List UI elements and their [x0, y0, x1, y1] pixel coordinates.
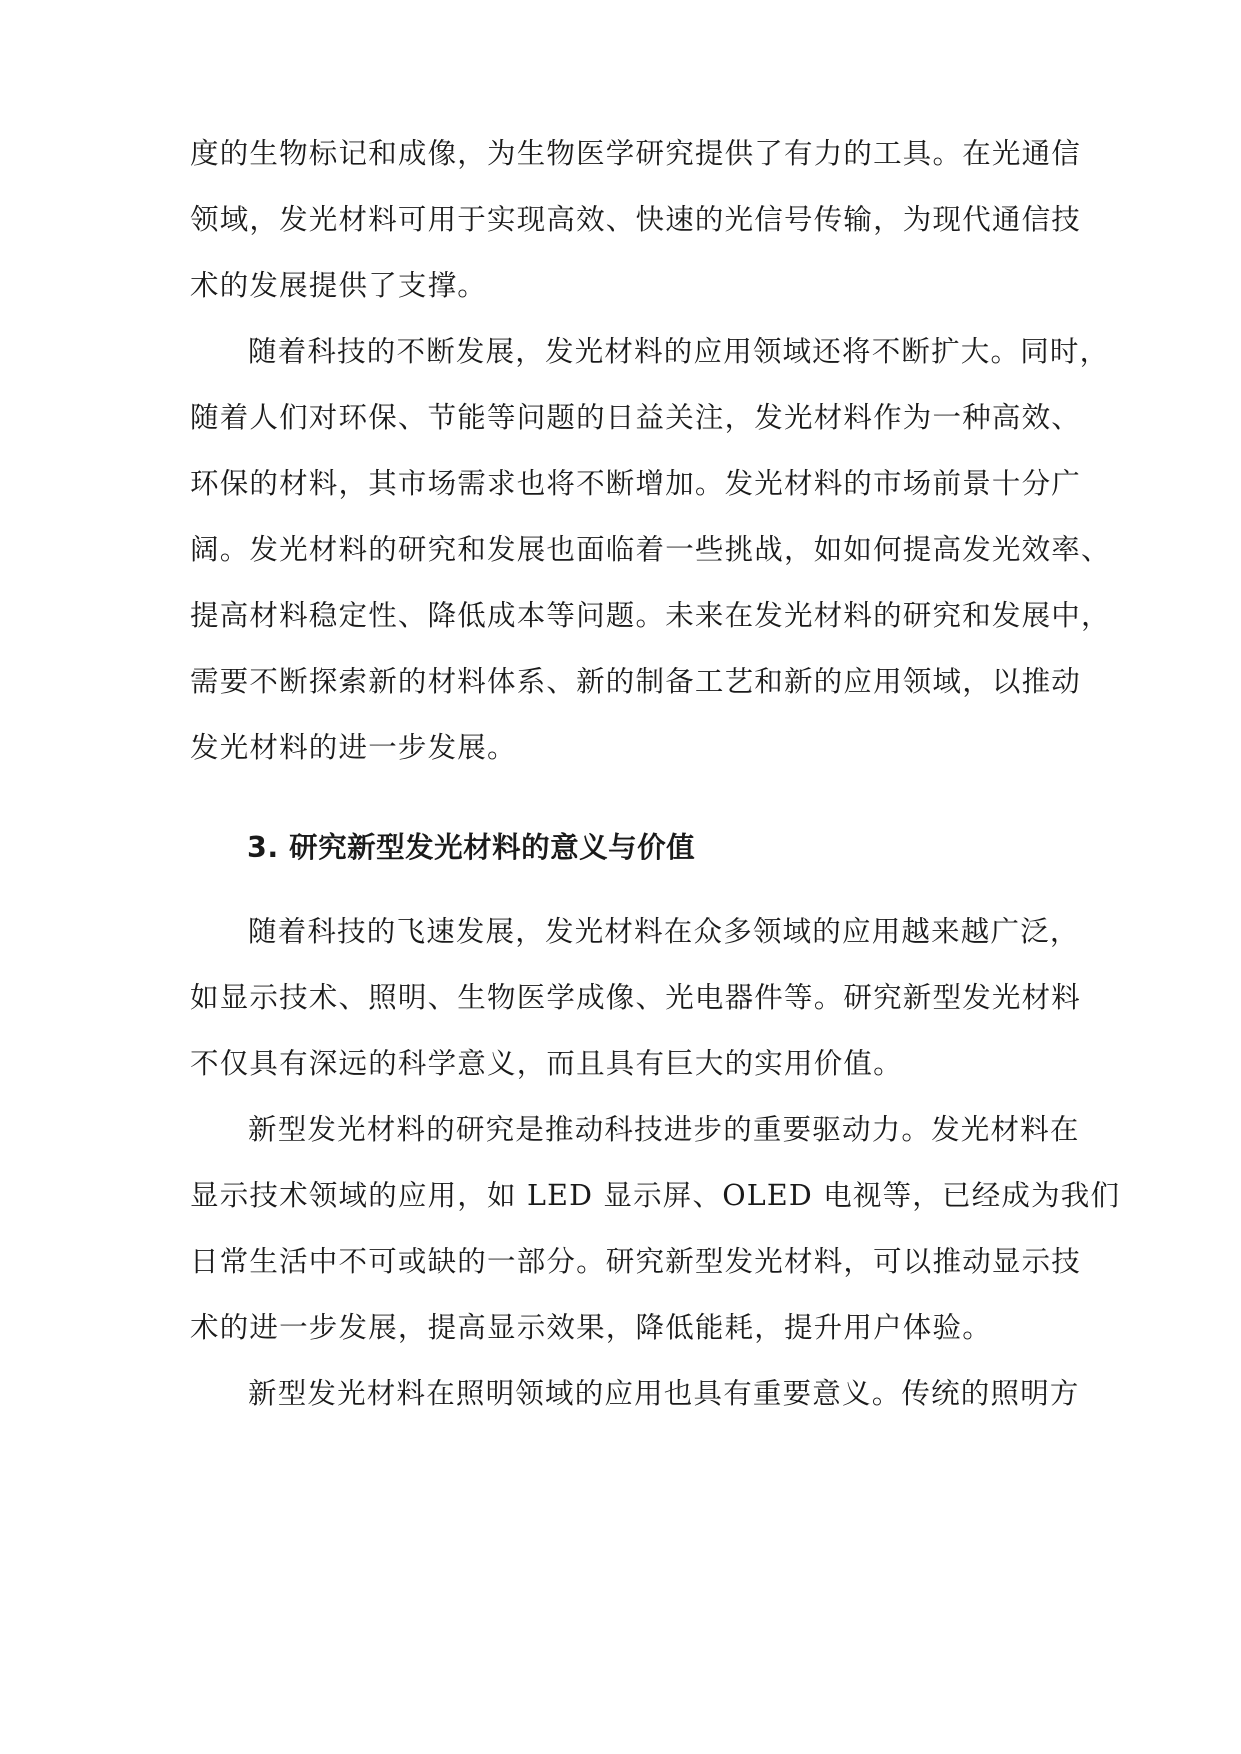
- paragraph-line: 日常生活中不可或缺的一部分。研究新型发光材料，可以推动显示技: [190, 1245, 1082, 1278]
- paragraph-line: 术的发展提供了支撑。: [190, 269, 488, 302]
- section-heading: 3. 研究新型发光材料的意义与价值: [247, 831, 696, 864]
- paragraph-line: 不仅具有深远的科学意义，而且具有巨大的实用价值。: [190, 1047, 903, 1080]
- paragraph-line: 领域，发光材料可用于实现高效、快速的光信号传输，为现代通信技: [190, 203, 1082, 236]
- paragraph-line: 需要不断探索新的材料体系、新的制备工艺和新的应用领域，以推动: [190, 665, 1082, 698]
- paragraph-line: 随着科技的飞速发展，发光材料在众多领域的应用越来越广泛，: [248, 915, 1080, 948]
- paragraph-line: 显示技术领域的应用，如 LED 显示屏、OLED 电视等，已经成为我们: [190, 1179, 1121, 1212]
- paragraph-line: 随着人们对环保、节能等问题的日益关注，发光材料作为一种高效、: [190, 401, 1082, 434]
- paragraph-line: 发光材料的进一步发展。: [190, 731, 517, 764]
- paragraph-line: 阔。发光材料的研究和发展也面临着一些挑战，如如何提高发光效率、: [190, 533, 1111, 566]
- paragraph-line: 环保的材料，其市场需求也将不断增加。发光材料的市场前景十分广: [190, 467, 1082, 500]
- paragraph-line: 度的生物标记和成像，为生物医学研究提供了有力的工具。在光通信: [190, 137, 1082, 170]
- paragraph-line: 术的进一步发展，提高显示效果，降低能耗，提升用户体验。: [190, 1311, 992, 1344]
- paragraph-line: 新型发光材料在照明领域的应用也具有重要意义。传统的照明方: [248, 1377, 1080, 1410]
- paragraph-line: 如显示技术、照明、生物医学成像、光电器件等。研究新型发光材料: [190, 981, 1082, 1014]
- paragraph-line: 提高材料稳定性、降低成本等问题。未来在发光材料的研究和发展中，: [190, 599, 1111, 632]
- paragraph-line: 随着科技的不断发展，发光材料的应用领域还将不断扩大。同时，: [248, 335, 1110, 368]
- paragraph-line: 新型发光材料的研究是推动科技进步的重要驱动力。发光材料在: [248, 1113, 1080, 1146]
